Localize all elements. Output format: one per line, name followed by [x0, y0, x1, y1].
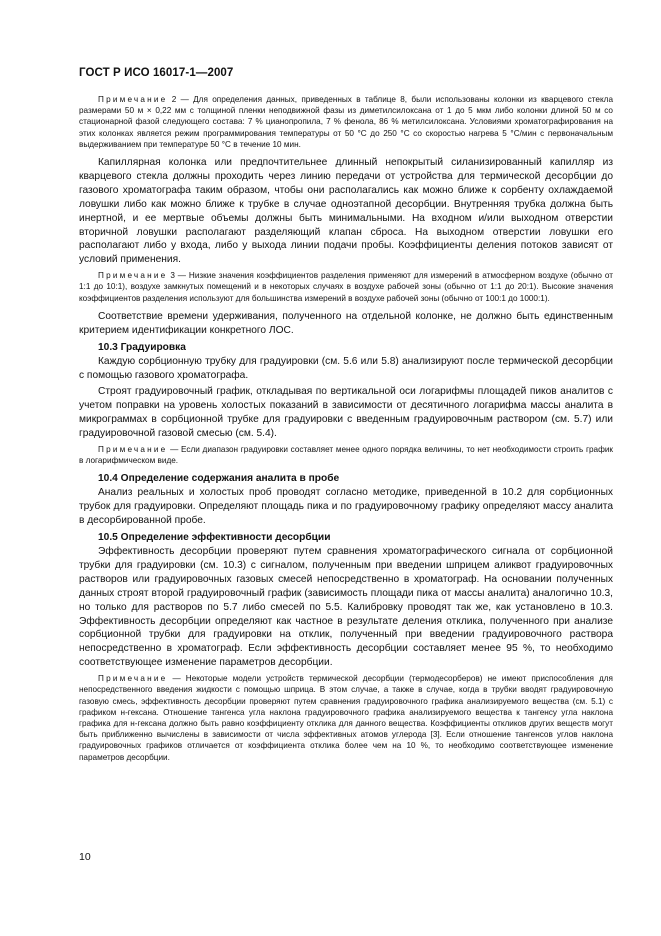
note-label: Примечание — [98, 95, 168, 104]
note-label: Примечание — [98, 674, 168, 684]
note-2 — [79, 94, 613, 150]
page-content — [79, 94, 613, 769]
paragraph-calibration-graph: Строят градуировочный график, откладывая по вертикальной оси логарифмы площадей пиков аналитов с учетом поправки на уровень холостых показаний в зависимости от десятичного логарифма массы аналита в микрограммах в сорбционной трубке для градуировки с введенным градуировочным раствором (см. 5.7) или градуировочной газовой смесью (см. 5.4). — [79, 386, 613, 440]
section-heading-10-5: 10.5 Определение эффективности десорбции — [98, 532, 331, 544]
paragraph-retention-time: Соответствие времени удерживания, полученного на отдельной колонке, не должно быть единственным критерием идентификации конкретного ЛОС. — [79, 310, 613, 336]
note-text: — Некоторые модели устройств термической десорбции (термодесорберов) не имеют приспособления для непосредственного введения жидкости с помощью шприца. В этом случае, а также в случае, когда в трубки вводят градуировочную газовую смесь, эффективность десорбции проверяют путем сравнения градуировочного графика анализируемого вещества (см. 5.1) с графиком н-гексана. Отношение тангенса угла наклона градуировочного графика анализируемого вещества к тангенсу угла наклона графика для н-гексана должно быть равно коэффициенту отклика для данного вещества. Коэффициенты откликов других веществ могут быть приближенно вычислены в зависимости от числа эффективных атомов углерода [3]. Если отношение тангенсов углов наклона градуировочных графиков отличается от коэффициента отклика более чем на 10 %, то необходимо соответствующее изменение параметров десорбции. — [79, 674, 613, 762]
paragraph-sample-analysis: Анализ реальных и холостых проб проводят согласно методике, приведенной в 10.2 для сорбционных трубок для градуировки. Определяют площадь пика и по градуировочному графику определяют массу аналита в десорбированной пробе. — [79, 487, 613, 527]
paragraph-capillary-column: Капиллярная колонка или предпочтительнее длинный непокрытый силанизированный капилляр из кварцевого стекла должны проходить через линию передачи от устройства для термической десорбции до газового хроматографа таким образом, чтобы они располагались как можно ближе к сорбенту охлаждаемой ловушки либо как можно ближе к трубке в случае одноэтапной десорбции. Внутренняя трубка должна быть инертной, и ее мертвые объемы должны быть минимальными. На входном и/или выходном отверстии вторичной ловушки располагают разделяющий клапан сброса. На выходном отверстии ловушки его располагают либо у входа, либо у выхода линии подачи пробы. Коэффициенты деления потоков зависят от условий применения. — [79, 157, 613, 266]
note-label: Примечание — [98, 445, 168, 455]
note-calibration-range — [79, 444, 613, 466]
section-heading-10-4: 10.4 Определение содержания аналита в пробе — [98, 473, 340, 485]
section-heading-10-3: 10.3 Градуировка — [98, 341, 186, 353]
page-number: 10 — [79, 851, 91, 863]
document-header: ГОСТ Р ИСО 16017-1—2007 — [79, 67, 234, 79]
paragraph-calibration-tube: Каждую сорбционную трубку для градуировки (см. 5.6 или 5.8) анализируют после термической десорбции с помощью газового хроматографа. — [79, 355, 613, 381]
note-text: 3 — Низкие значения коэффициентов разделения применяют для измерений в атмосферном воздухе (обычно от 1:1 до 10:1), воздухе замкнутых помещений и в некоторых случаях в воздухе рабочей зоны (обычно от 1:1 до 20:1). Высокие значения коэффициентов разделения используют для большинства измерений в воздухе рабочей зоны (обычно от 100:1 до 1000:1). — [79, 271, 613, 303]
note-label: Примечание — [98, 271, 168, 281]
note-3 — [79, 270, 613, 304]
note-text: — Если диапазон градуировки составляет менее одного порядка величины, то нет необходимости строить график в логарифмическом виде. — [79, 445, 613, 466]
paragraph-desorption-efficiency: Эффективность десорбции проверяют путем сравнения хроматографического сигнала от сорбционной трубки для градуировки (см. 10.3) с сигналом, полученным при введении шприцем аликвот градуировочных растворов или градуировочных газовых смесей непосредственно в хроматограф. На основании полученных данных строят второй градуировочный график (зависимость площади пика от массы аналита) аналогично 10.3, но только для растворов по 5.7 либо смесей по 5.5. Калибровку проводят так же, как установлено в 10.3. Эффективность десорбции определяют как частное в результате деления отклика, полученного при анализе сорбционной трубки для градуировки на отклик, полученный при введении градуировочного раствора непосредственно в хроматограф. Если эффективность десорбции составляет менее 95 %, то необходимо соответствующее изменение параметров десорбции. — [79, 545, 613, 669]
note-thermodesorbers — [79, 673, 613, 763]
note-text: 2 — Для определения данных, приведенных в таблице 8, были использованы колонки из кварцевого стекла размерами 50 м × 0,22 мм с толщиной пленки неподвижной фазы из диметилсилоксана от 1 до 5 мкм либо колонки длиной 50 м со стационарной фазой следующего состава: 7 % цианопропила, 7 % фенола, 86 % метилсилоксана. Условиями хроматографирования на этих колонках является режим программирования температуры от 50 °C до 250 °C со скоростью нагрева 5 °C/мин с первоначальным выдерживанием при температуре 50 °C в течение 10 мин. — [79, 95, 613, 149]
